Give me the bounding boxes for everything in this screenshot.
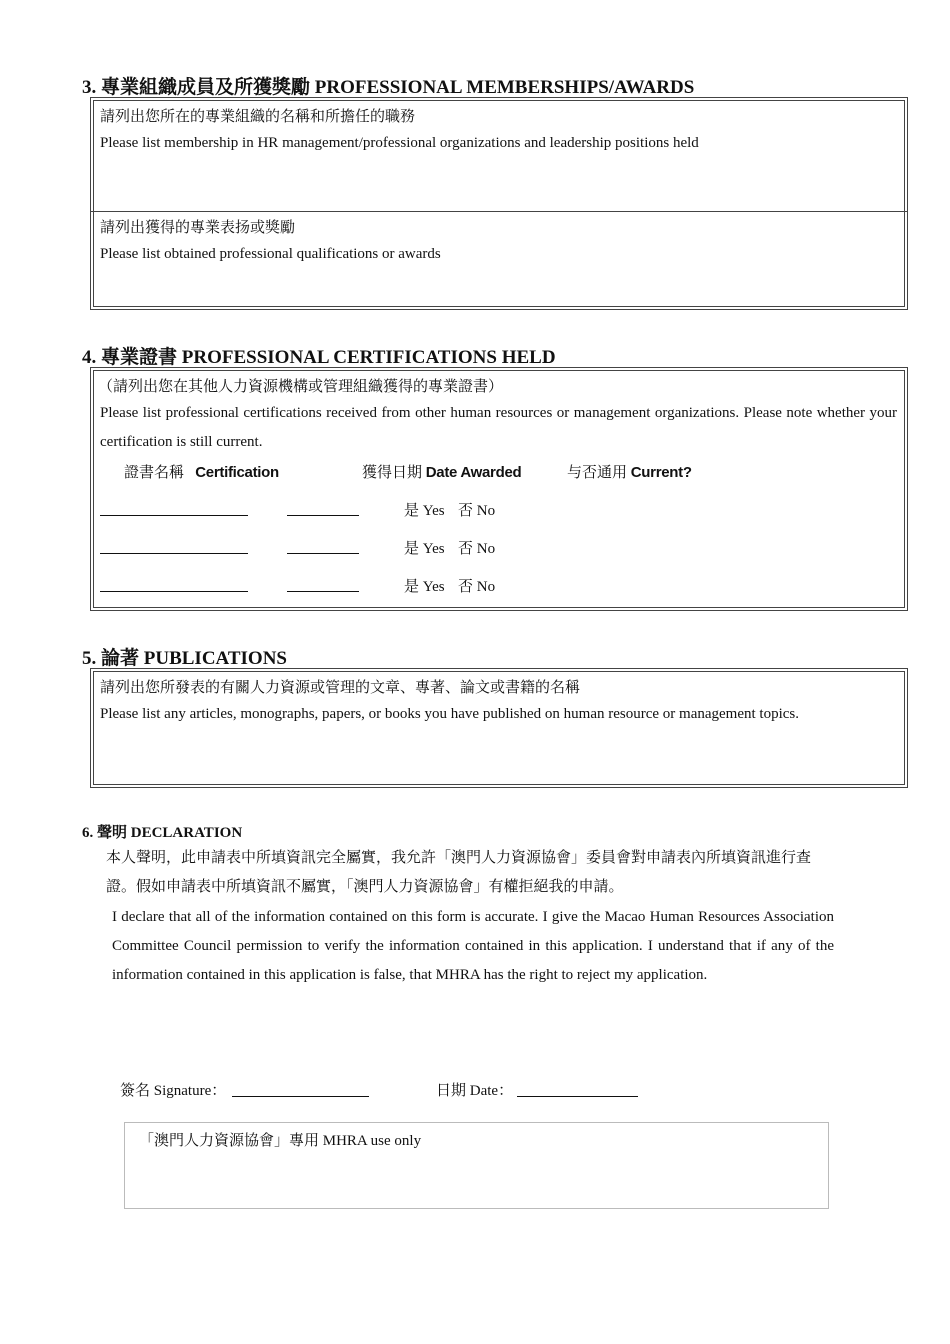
signature-field[interactable] [232,1096,369,1097]
awards-instruction-en: Please list obtained professional qualifications or awards [100,246,441,262]
column-header-certification-zh: 證書名稱 [124,465,185,481]
certifications-box [90,367,908,611]
column-header-current-zh: 与否通用 [567,465,628,481]
column-header-current [567,461,692,482]
office-use-label: 「澳門人力資源協會」專用 MHRA use only [139,1133,422,1149]
section-3-title: 3. 專業組織成員及所獲獎勵 PROFESSIONAL MEMBERSHIPS/AWARDS [82,77,695,98]
column-header-certification [124,461,279,482]
date-awarded-field[interactable] [287,515,359,516]
date-awarded-field[interactable] [287,553,359,554]
membership-cell[interactable] [91,98,907,211]
current-no-option[interactable]: 否 No [458,503,496,519]
declaration-text-en: I declare that all of the information contained on this form is accurate. I give the Macao Human Resources Association Committee Council permission to verify the information contained in this application. I understand that if any of the information contained in this application is false, that MHRA has the right to reject my application. [112,909,834,983]
memberships-box [90,97,908,310]
column-header-current-en: Current? [630,464,692,481]
awards-instruction-zh: 請列出獲得的專業表扬或獎勵 [100,220,296,236]
section-6-title: 6. 聲明 DECLARATION [82,825,243,841]
current-yes-option[interactable]: 是 Yes [404,541,445,557]
section-5-title: 5. 論著 PUBLICATIONS [82,648,287,669]
certifications-instruction-zh: （請列出您在其他人力資源機構或管理組織獲得的專業證書） [98,379,504,395]
publications-instruction-zh: 請列出您所發表的有關人力資源或管理的文章、專著、論文或書籍的名稱 [100,680,581,696]
publications-instruction-en: Please list any articles, monographs, papers, or books you have published on human resource or management topics. [100,706,799,722]
certification-name-field[interactable] [100,515,248,516]
membership-instruction-en: Please list membership in HR management/professional organizations and leadership positions held [100,135,699,151]
current-yes-option[interactable]: 是 Yes [404,579,445,595]
current-yes-option[interactable]: 是 Yes [404,503,445,519]
membership-instruction-zh: 請列出您所在的專業組織的名稱和所擔任的職務 [100,109,416,125]
column-header-date-en: Date Awarded [425,464,522,481]
publications-box[interactable] [90,668,908,788]
column-header-date-zh: 獲得日期 [362,465,423,481]
signature-label: 簽名 Signature： [120,1083,227,1099]
section-4-title: 4. 專業證書 PROFESSIONAL CERTIFICATIONS HELD [82,347,556,368]
current-no-option[interactable]: 否 No [458,579,496,595]
column-header-certification-en: Certification [195,464,279,481]
certifications-instruction-en: Please list professional certifications received from other human resources or management organizations. Please note whether your certification is still current. [100,405,897,450]
awards-cell[interactable] [91,212,907,308]
column-header-date [362,461,521,482]
office-use-box [124,1122,829,1209]
current-no-option[interactable]: 否 No [458,541,496,557]
date-awarded-field[interactable] [287,591,359,592]
declaration-text-zh: 本人聲明，此申請表中所填資訊完全屬實，我允許「澳門人力資源協會」委員會對申請表內所填資訊進行查證。假如申請表中所填資訊不屬實，「澳門人力資源協會」有權拒絕我的申請。 [106,850,812,895]
certification-name-field[interactable] [100,553,248,554]
certification-name-field[interactable] [100,591,248,592]
date-label: 日期 Date： [436,1083,514,1099]
date-field[interactable] [517,1096,638,1097]
